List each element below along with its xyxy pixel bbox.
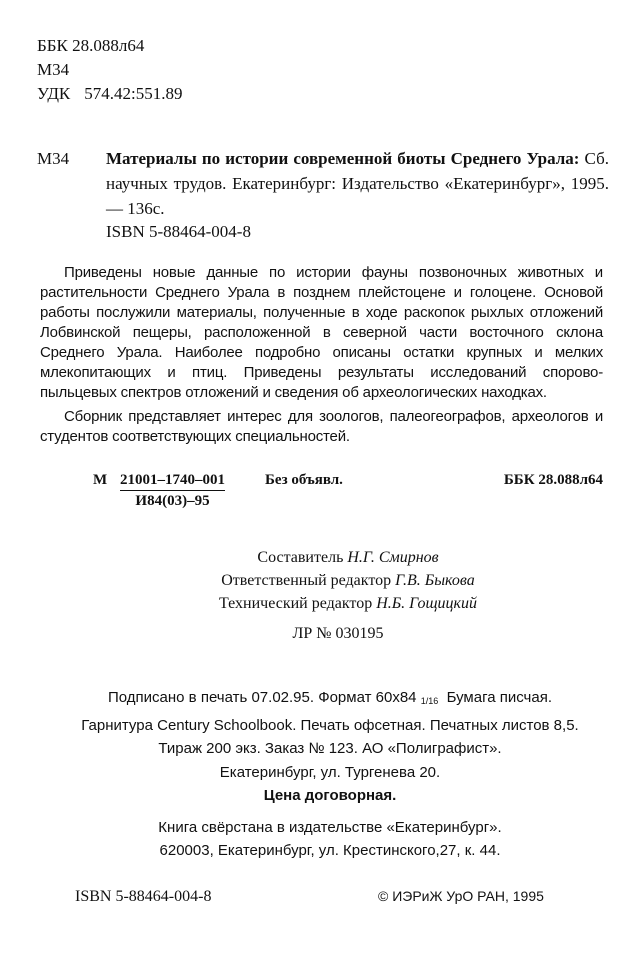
credit-editor <box>100 569 596 592</box>
imprint-text: Бумага писчая. <box>446 689 552 706</box>
credit-name: Н.Б. Гощицкий <box>376 595 478 612</box>
bibliographic-entry <box>37 146 609 221</box>
copyright: © ИЭРиЖ УрО РАН, 1995 <box>378 888 544 904</box>
udk-label: УДК <box>37 84 71 103</box>
format-fraction: 1/16 <box>420 696 439 706</box>
entry-body <box>106 146 609 221</box>
imprint <box>40 686 620 863</box>
bbk-code: ББК 28.088л64 <box>37 36 145 55</box>
imprint-line: Книга свёрстана в издательстве «Екатеринбург». <box>158 818 502 836</box>
entry-isbn: ISBN 5-88464-004-8 <box>106 222 251 241</box>
entry-code: М34 <box>37 149 70 168</box>
imprint-line <box>40 686 620 714</box>
footer-isbn: ISBN 5-88464-004-8 <box>75 888 212 905</box>
author-mark: М34 <box>37 60 70 79</box>
price-note: Без объявл. <box>265 472 343 488</box>
abstract <box>40 263 603 451</box>
credit-tech-editor <box>100 592 596 615</box>
pub-code-fraction <box>120 472 225 510</box>
license-number: ЛР № 030195 <box>292 625 384 642</box>
pub-code-numerator: 21001–1740–001 <box>120 472 225 491</box>
udk-value: 574.42:551.89 <box>84 84 183 103</box>
credit-name: Н.Г. Смирнов <box>347 549 439 566</box>
credit-role: Составитель <box>257 549 344 566</box>
credit-compiler <box>100 546 596 569</box>
imprint-line: Гарнитура Century Schoolbook. Печать офсетная. Печатных листов 8,5. <box>81 716 579 734</box>
pub-code-denominator: И84(03)–95 <box>135 493 210 509</box>
abstract-paragraph: Приведены новые данные по истории фауны позвоночных животных и растительности Среднего Урала в позднем плейстоцене и голоцене. Основой работы послужили материалы, полученные в ходе раскопок рыхлых отложений Лобвинской пещеры, расположенной в северной части восточного склона Среднего Урала. Наиболее подробно описаны остатки крупных и мелких млекопитающих и птиц. Приведены результаты исследований спорово-пыльцевых спектров отложений и сведения об археологических находках. <box>40 264 603 401</box>
imprint-text: Подписано в печать 07.02.95. Формат 60х84 <box>108 689 417 706</box>
entry-title: Материалы по истории современной биоты Среднего Урала: <box>106 149 580 168</box>
imprint-line: Тираж 200 экз. Заказ № 123. АО «Полиграфист». <box>158 740 502 757</box>
pub-bbk: ББК 28.088л64 <box>503 472 603 488</box>
imprint-price: Цена договорная. <box>263 787 397 804</box>
credit-name: Г.В. Быкова <box>395 572 475 589</box>
credits <box>100 546 596 615</box>
entry-details: Сб. научных трудов. Екатеринбург: Издательство «Екатеринбург», 1995. — 136с. <box>106 149 609 218</box>
imprint-line: 620003, Екатеринбург, ул. Крестинского,27, к. 44. <box>159 842 501 859</box>
classification-codes <box>37 34 183 106</box>
pub-code-letter: М <box>93 472 108 488</box>
imprint-line: Екатеринбург, ул. Тургенева 20. <box>219 763 441 781</box>
udk-code <box>37 82 183 106</box>
credit-role: Технический редактор <box>218 595 373 612</box>
credit-role: Ответственный редактор <box>221 572 392 589</box>
abstract-paragraph: Сборник представляет интерес для зоологов, палеогеографов, археологов и студентов соответствующих специальностей. <box>40 408 603 445</box>
